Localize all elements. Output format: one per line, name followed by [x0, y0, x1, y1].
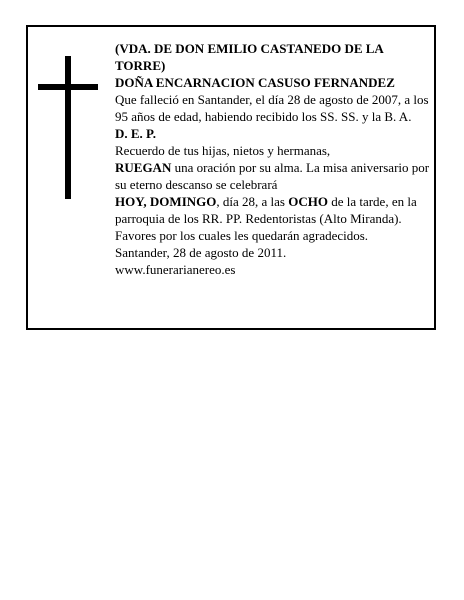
ruegan-word: RUEGAN: [115, 160, 172, 175]
widow-line: (VDA. DE DON EMILIO CASTANEDO DE LA TORRE): [115, 41, 384, 73]
cross-horizontal-bar: [38, 84, 98, 90]
cross-icon: [38, 56, 98, 199]
death-details: Que falleció en Santander, el día 28 de agosto de 2007, a los 95 años de edad, habiendo recibido los SS. SS. y la B. A.: [115, 92, 429, 124]
cross-vertical-bar: [65, 56, 71, 199]
ocho-word: OCHO: [288, 194, 328, 209]
dep-line: D. E. P.: [115, 126, 157, 141]
date-line: Santander, 28 de agosto de 2011.: [115, 245, 287, 260]
website-line: www.funerarianereo.es: [115, 262, 236, 277]
mass-details: [115, 193, 433, 244]
hoy-domingo: HOY, DOMINGO: [115, 194, 217, 209]
remembrance-line: Recuerdo de tus hijas, nietos y hermanas,: [115, 143, 331, 158]
notice-text: [115, 40, 433, 278]
prayer-paragraph: [115, 159, 433, 193]
place-text: de la tarde, en la parroquia de los RR. PP. Redentoristas (Alto Miranda). Favores por los cuales les quedarán agradecidos.: [115, 194, 417, 243]
prayer-text: una oración por su alma. La misa aniversario por su eterno descanso se celebrará: [115, 160, 430, 192]
obituary-notice: [26, 25, 436, 330]
day-text: , día 28, a las: [216, 194, 289, 209]
deceased-name: DOÑA ENCARNACION CASUSO FERNANDEZ: [115, 75, 395, 90]
